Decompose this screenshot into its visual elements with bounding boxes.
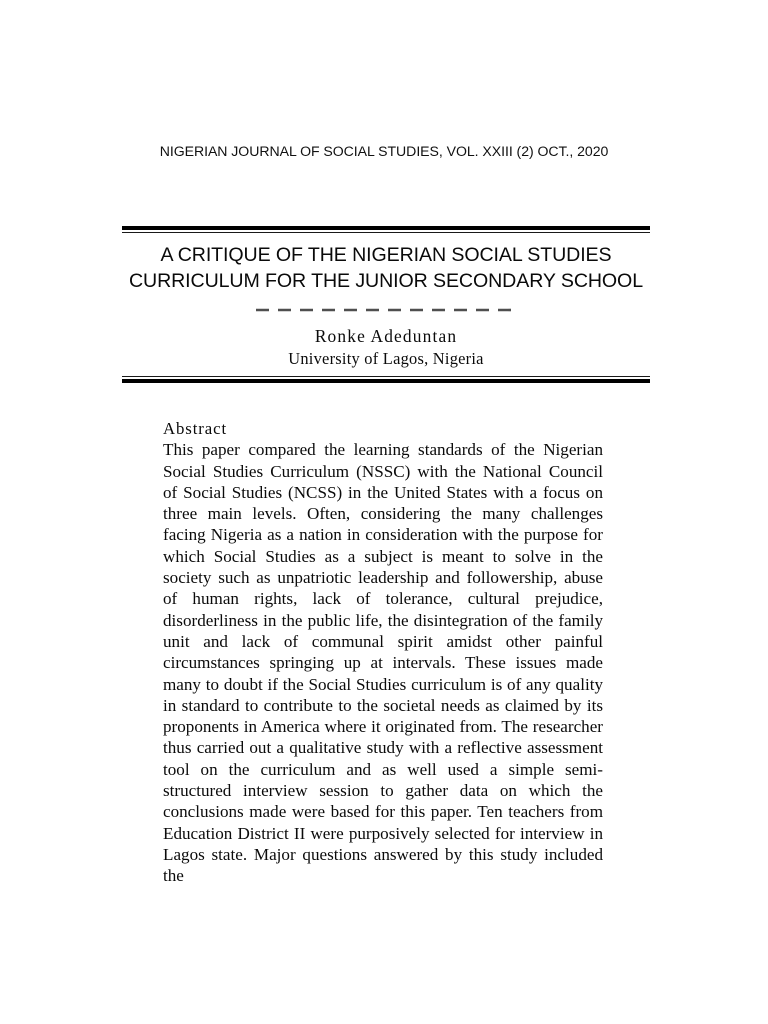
running-head: NIGERIAN JOURNAL OF SOCIAL STUDIES, VOL. XXIII (2) OCT., 2020 [159, 143, 609, 159]
dashed-separator-icon [254, 304, 518, 316]
abstract-heading: Abstract [163, 419, 228, 438]
author-name: Ronke Adeduntan [314, 326, 458, 346]
page-title-line-1: A CRITIQUE OF THE NIGERIAN SOCIAL STUDIES [160, 244, 612, 266]
author-affiliation: University of Lagos, Nigeria [288, 349, 484, 368]
abstract-section [163, 418, 603, 908]
title-block [122, 226, 650, 383]
author-block [122, 325, 650, 370]
title-top-rule [122, 226, 650, 234]
title-bottom-rule [122, 375, 650, 383]
abstract-body: This paper compared the learning standards of the Nigerian Social Studies Curriculum (NSSC) with the National Council of Social Studies (NCSS) in the United States with a focus on three main levels. Often, considering the many challenges facing Nigeria as a nation in consideration with the purpose for which Social Studies as a subject is meant to solve in the society such as unpatriotic leadership and followership, abuse of human rights, lack of tolerance, cultural prejudice, disorderliness in the public life, the disintegration of the family unit and lack of communal spirit amidst other painful circumstances springing up at intervals. These issues made many to doubt if the Social Studies curriculum is of any quality in standard to contribute to the societal needs as claimed by its proponents in America where it originated from. The researcher thus carried out a qualitative study with a reflective assessment tool on the curriculum and as well used a simple semi-structured interview session to gather data on which the conclusions made were based for this paper. Ten teachers from Education District II were purposively selected for interview in Lagos state. Major questions answered by this study included the [163, 440, 603, 886]
title-inner [122, 234, 650, 375]
page-title [122, 243, 650, 294]
page-title-line-2: CURRICULUM FOR THE JUNIOR SECONDARY SCHOOL [128, 269, 643, 292]
